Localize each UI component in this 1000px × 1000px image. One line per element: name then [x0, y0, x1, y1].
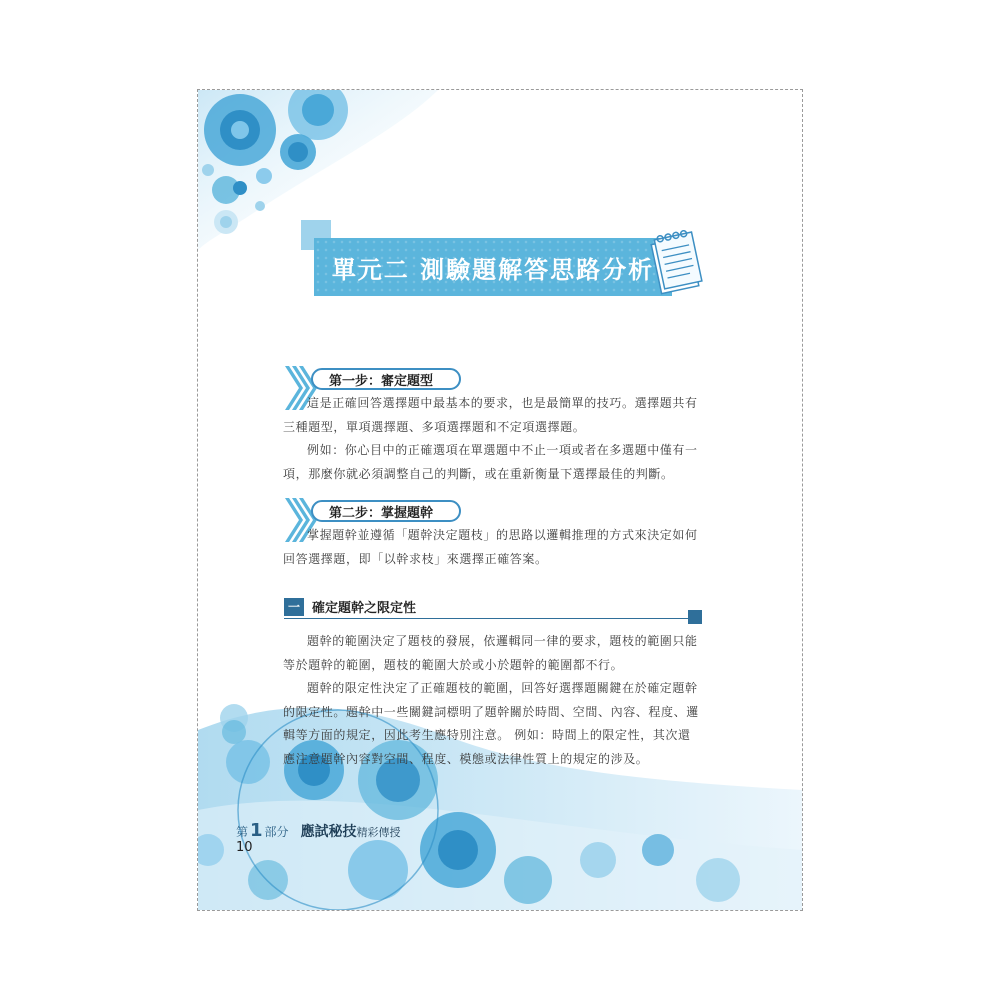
notebook-icon — [648, 230, 704, 300]
unit-title-banner — [314, 238, 672, 296]
section-heading — [284, 595, 702, 619]
step-two-body — [283, 524, 703, 571]
section-title: 確定題幹之限定性 — [312, 601, 417, 616]
part-prefix: 第 — [236, 825, 249, 839]
paragraph: 例如：你心目中的正確選項在單選題中不止一項或者在多選題中僅有一項，那麼你就必須調整自己的判斷，或在重新衡量下選擇最佳的判斷。 — [283, 443, 698, 481]
part-suffix: 部分 — [264, 825, 289, 839]
part-number: 1 — [250, 820, 263, 841]
paragraph: 題幹的限定性決定了正確題枝的範圍，回答好選擇題關鍵在於確定題幹的限定性。題幹中一些關鍵詞標明了題幹關於時間、空間、內容、程度、邏輯等方面的規定，因此考生應特別注意。 例如：時間上的限定性，其次還應注意題幹內容對空間、程度、模態或法律性質上的規定的涉及。 — [283, 681, 699, 766]
step-one-label: 第一步：審定題型 — [311, 368, 461, 390]
step-two-heading — [281, 498, 461, 524]
paragraph: 這是正確回答選擇題中最基本的要求，也是最簡單的技巧。選擇題共有三種題型，單項選擇題、多項選擇題和不定項選擇題。 — [283, 396, 698, 434]
paragraph: 題幹的範圍決定了題枝的發展，依邏輯同一律的要求，題枝的範圍只能等於題幹的範圍，題枝的範圍大於或小於題幹的範圍都不行。 — [283, 634, 698, 672]
section-end-square — [688, 610, 702, 624]
footer-slogan: 應試秘技 — [300, 824, 357, 840]
page-footer — [236, 820, 401, 841]
step-two-label: 第二步：掌握題幹 — [311, 500, 461, 522]
section-number: 一 — [284, 598, 304, 616]
step-one-heading — [281, 366, 461, 392]
section-body — [283, 630, 703, 771]
section-underline — [284, 618, 688, 619]
unit-title: 單元二 測驗題解答思路分析 — [331, 254, 655, 284]
step-one-body — [283, 392, 703, 486]
footer-slogan-sub: 精彩傳授 — [356, 826, 401, 839]
page-number: 10 — [236, 840, 253, 855]
book-page — [197, 89, 803, 911]
paragraph: 掌握題幹並遵循「題幹決定題枝」的思路以邏輯推理的方式來決定如何回答選擇題，即「以幹求枝」來選擇正確答案。 — [283, 528, 698, 566]
